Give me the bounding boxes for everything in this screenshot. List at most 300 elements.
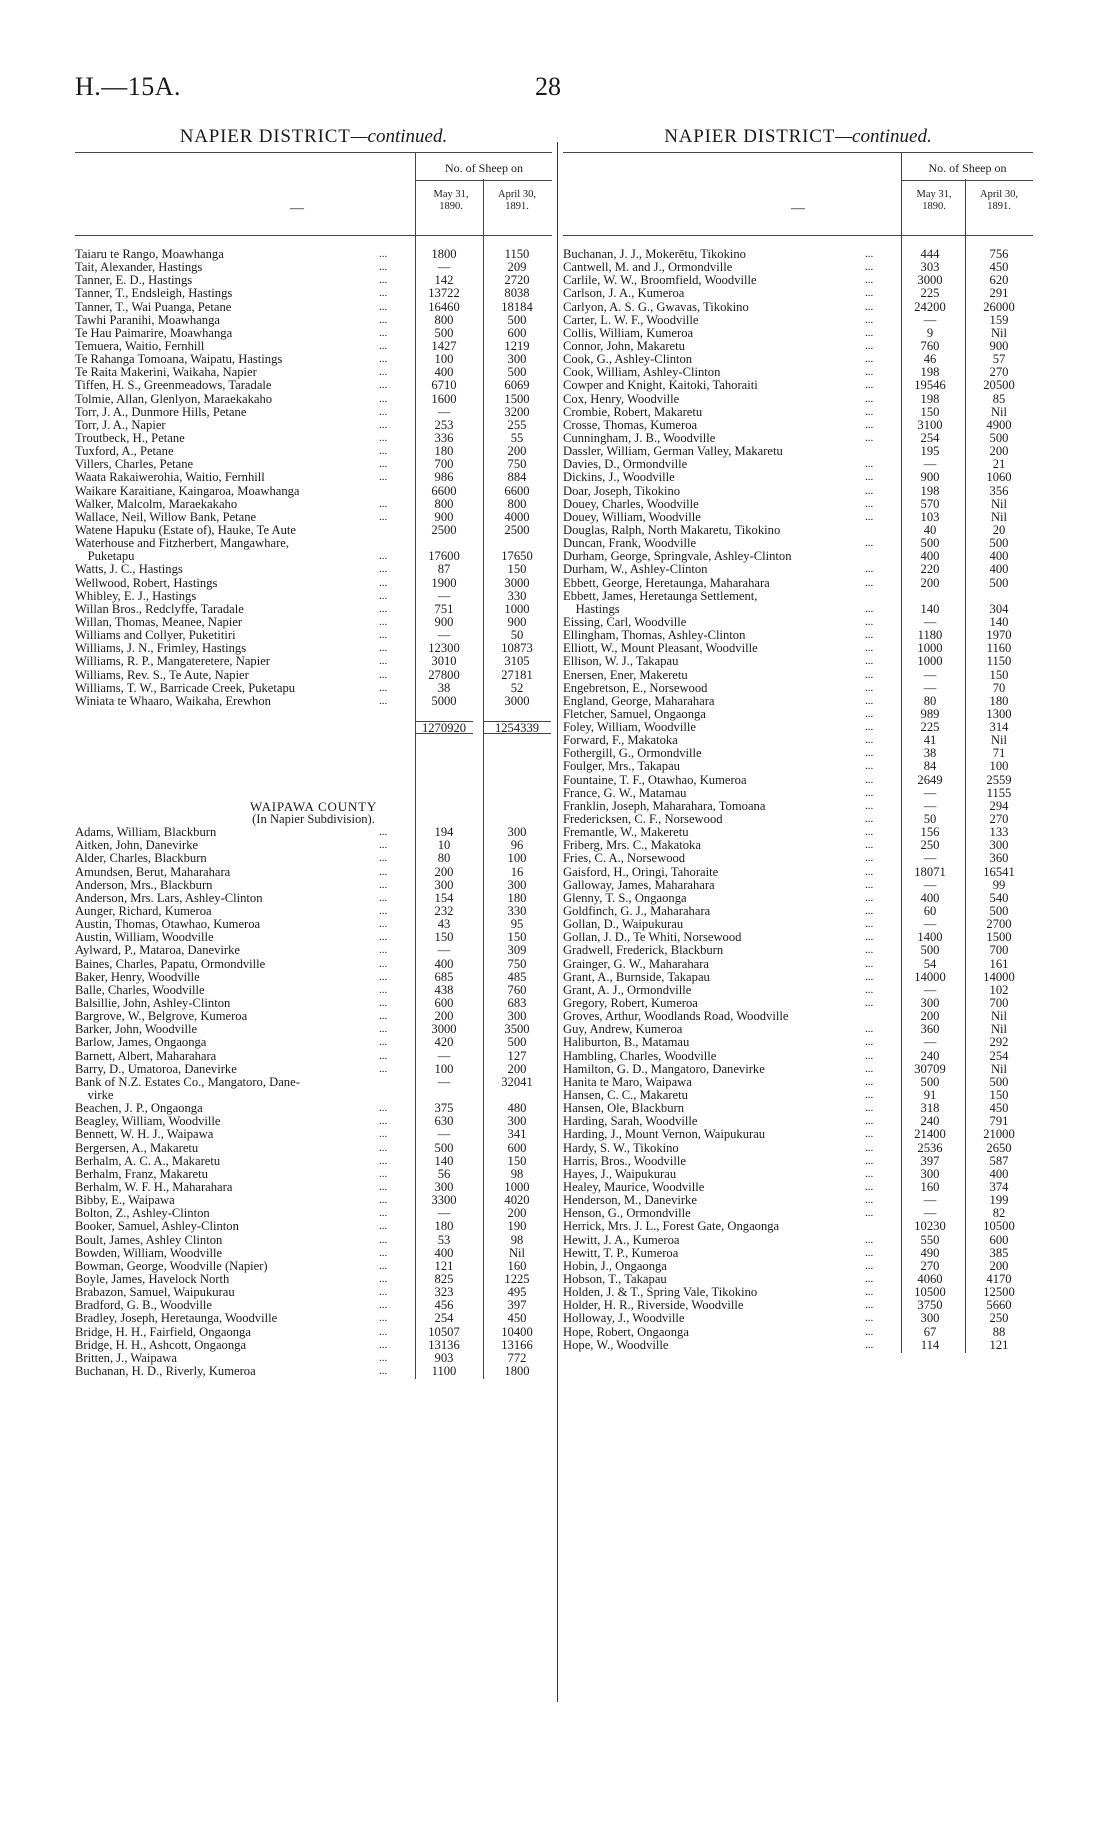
sheep-1891: Nil (508, 1245, 526, 1260)
table-row (563, 879, 1033, 892)
sheep-1891: 1225 (504, 1271, 530, 1286)
leader-dots: ... (379, 576, 388, 589)
table-row (75, 445, 552, 458)
sheep-1890: — (923, 785, 937, 800)
sheep-1891: 200 (989, 444, 1009, 459)
sheep-1890: 1900 (431, 575, 457, 590)
leader-dots: ... (379, 1233, 388, 1246)
sheep-1891: 500 (989, 1074, 1009, 1089)
sheep-1890: 60 (923, 904, 937, 919)
sheep-1890: 140 (434, 1153, 454, 1168)
sheep-1891: 620 (989, 273, 1009, 288)
sheep-1890: 1270920 (415, 721, 473, 734)
sheep-1890: — (437, 1048, 451, 1063)
sheep-1890: 50 (923, 812, 937, 827)
sheep-1891: 330 (507, 904, 527, 919)
sheep-1891: 1254339 (483, 721, 551, 734)
leader-dots (865, 1010, 883, 1023)
sheep-1890: 140 (920, 601, 940, 616)
sheep-1891: 88 (992, 1324, 1006, 1339)
leader-dots: ... (379, 497, 388, 510)
sheep-1891: 4170 (986, 1271, 1012, 1286)
sheep-1890: 27800 (428, 667, 460, 682)
owner-name: Tait, Alexander, Hastings (75, 261, 203, 275)
sheep-1890: 900 (920, 470, 940, 485)
sheep-1891: 6600 (504, 483, 530, 498)
table-row (563, 800, 1033, 813)
table-row (563, 393, 1033, 406)
owner-name: Carlile, W. W., Broomfield, Woodville (563, 274, 757, 288)
sheep-1891: 1060 (986, 470, 1012, 485)
owner-name: Williams, Rev. S., Te Aute, Napier (75, 668, 249, 682)
table-row (75, 695, 552, 708)
owner-name: Bradley, Joseph, Heretaunga, Woodville (75, 1312, 278, 1326)
owner-name: Bridge, H. H., Ashcott, Ongaonga (75, 1338, 247, 1352)
sheep-1890: — (923, 982, 937, 997)
sheep-1891: 292 (989, 1035, 1009, 1050)
owner-name: France, G. W., Matamau (563, 786, 687, 800)
sheep-1891: 450 (989, 1101, 1009, 1116)
owner-name: Carlyon, A. S. G., Gwavas, Tikokino (563, 300, 749, 314)
sheep-1891 (483, 734, 551, 747)
leader-dots: ... (865, 734, 874, 747)
sheep-1891 (483, 747, 551, 760)
sheep-1890: 1600 (431, 391, 457, 406)
sheep-1891: 160 (507, 1258, 527, 1273)
sheep-1891: 57 (992, 352, 1006, 367)
sheep-1890: 150 (920, 404, 940, 419)
table-row (563, 432, 1033, 445)
sheep-1890: 986 (434, 470, 454, 485)
table-row (75, 669, 552, 682)
table-row (563, 537, 1033, 550)
owner-name: Durham, George, Springvale, Ashley-Clinton (563, 550, 792, 564)
leader-dots: ... (379, 944, 388, 957)
sheep-1890: 2500 (431, 522, 457, 537)
sheep-1891: 199 (989, 1193, 1009, 1208)
owner-name: Crosse, Thomas, Kumeroa (563, 418, 698, 432)
table-row (563, 485, 1033, 498)
owner-name: Aitken, John, Danevirke (75, 839, 199, 853)
table-row (563, 287, 1033, 300)
sheep-1891: 500 (989, 536, 1009, 551)
column-rule (483, 236, 484, 1379)
sheep-1891: 385 (989, 1245, 1009, 1260)
owner-name: Hanita te Maro, Waipawa (563, 1075, 692, 1089)
sheep-1890: 3100 (917, 417, 943, 432)
table-row (75, 1023, 552, 1036)
sheep-1890: 250 (920, 838, 940, 853)
sheep-1890: 300 (920, 1166, 940, 1181)
sheep-1891: 485 (507, 969, 527, 984)
sheep-1890: 240 (920, 1114, 940, 1129)
leader-dots: ... (379, 602, 388, 615)
leader-dots: ... (379, 1299, 388, 1312)
sheep-1890: 751 (434, 601, 454, 616)
table-row (563, 1260, 1033, 1273)
table-row (563, 958, 1033, 971)
table-row (75, 1299, 552, 1312)
leader-dots: ... (379, 615, 388, 628)
leader-dots: ... (865, 799, 874, 812)
leader-dots: ... (379, 339, 388, 352)
table-row (75, 419, 552, 432)
sheep-1890: 490 (920, 1245, 940, 1260)
owner-name: England, George, Maharahara (563, 694, 715, 708)
owner-name: Amundsen, Berut, Maharahara (75, 865, 231, 879)
table-row (75, 406, 552, 419)
owner-name: Harding, J., Mount Vernon, Waipukurau (563, 1128, 766, 1142)
table-row (563, 1142, 1033, 1155)
leader-dots: ... (865, 261, 874, 274)
leader-dots (865, 445, 883, 458)
sheep-1891: 300 (507, 352, 527, 367)
leader-dots: ... (865, 405, 874, 418)
sheep-1890: 38 (437, 680, 451, 695)
sheep-1890 (415, 774, 473, 787)
sheep-1891: 3500 (504, 1022, 530, 1037)
leader-dots: ... (865, 852, 874, 865)
sheep-1891: 190 (507, 1219, 527, 1234)
leader-dots: ... (379, 1049, 388, 1062)
sheep-1890: 87 (437, 562, 451, 577)
owner-name: Anderson, Mrs. Lars, Ashley-Clinton (75, 891, 263, 905)
sheep-1890: 825 (434, 1271, 454, 1286)
leader-dots: ... (379, 1325, 388, 1338)
leader-dots: ... (379, 1036, 388, 1049)
sheep-1890: 200 (920, 1009, 940, 1024)
sheep-1890: 323 (434, 1285, 454, 1300)
table-row (563, 1220, 1033, 1233)
table-row (563, 419, 1033, 432)
sheep-1890: 198 (920, 391, 940, 406)
table-row (563, 314, 1033, 327)
sheep-1890 (901, 590, 959, 603)
sheep-1890: 5000 (431, 693, 457, 708)
sheep-1891: 300 (507, 825, 527, 840)
sheep-1890: 360 (920, 1022, 940, 1037)
sheep-1890: 397 (920, 1153, 940, 1168)
leader-dots: ... (379, 287, 388, 300)
table-row (75, 642, 552, 655)
leader-dots: ... (865, 339, 874, 352)
sheep-1890: 12300 (428, 641, 460, 656)
table-row (563, 1115, 1033, 1128)
sheep-1891: 683 (507, 996, 527, 1011)
leader-dots: ... (865, 563, 874, 576)
sheep-1890: 80 (437, 851, 451, 866)
header-rule (483, 179, 484, 235)
sheep-1890: 1800 (431, 247, 457, 261)
sheep-1891: 600 (507, 325, 527, 340)
owner-name: Temuera, Waitio, Fernhill (75, 339, 205, 353)
left-no-of-sheep: No. of Sheep on (416, 161, 552, 181)
table-row (75, 1076, 552, 1089)
table-row (75, 511, 552, 524)
leader-dots: ... (379, 891, 388, 904)
sheep-1891: 52 (510, 680, 524, 695)
table-row (75, 248, 552, 261)
sheep-1891: 1155 (986, 785, 1012, 800)
table-row (563, 1023, 1033, 1036)
leader-dots (379, 734, 397, 747)
sheep-1890: — (437, 260, 451, 275)
table-row (75, 1194, 552, 1207)
left-col-may: May 31, 1890. (433, 189, 469, 212)
owner-name: Bradford, G. B., Woodville (75, 1299, 212, 1313)
sheep-1890: 13722 (428, 286, 460, 301)
owner-name: Bergersen, A., Makaretu (75, 1141, 199, 1155)
table-row (563, 563, 1033, 576)
table-row (563, 721, 1033, 734)
leader-dots: ... (379, 852, 388, 865)
sheep-1890: 19546 (914, 378, 946, 393)
table-row (563, 498, 1033, 511)
leader-dots: ... (865, 602, 874, 615)
table-row (563, 248, 1033, 261)
table-row (75, 577, 552, 590)
table-row (75, 879, 552, 892)
table-row (75, 1063, 552, 1076)
sheep-1890: 232 (434, 904, 454, 919)
sheep-1891: 400 (989, 549, 1009, 564)
sheep-1891: 140 (989, 614, 1009, 629)
sheep-1890: 160 (920, 1179, 940, 1194)
sheep-1890: — (923, 851, 937, 866)
sheep-1891: 200 (989, 1258, 1009, 1273)
table-row (563, 734, 1033, 747)
leader-dots: ... (865, 313, 874, 326)
sheep-1891: 330 (507, 588, 527, 603)
sheep-1891: 3000 (504, 693, 530, 708)
leader-dots: ... (865, 826, 874, 839)
table-row (563, 866, 1033, 879)
table-row (75, 1260, 552, 1273)
leader-dots: ... (865, 615, 874, 628)
owner-name: Villers, Charles, Petane (75, 458, 194, 472)
owner-name: Aylward, P., Mataroa, Danevirke (75, 944, 240, 958)
sheep-1891: 98 (510, 1232, 524, 1247)
table-row (563, 774, 1033, 787)
sheep-1890: 41 (923, 733, 937, 748)
table-row (75, 1352, 552, 1365)
sheep-1891: 4020 (504, 1193, 530, 1208)
owner-name: Hewitt, T. P., Kumeroa (563, 1246, 679, 1260)
leader-dots: ... (865, 905, 874, 918)
sheep-1891: 314 (989, 720, 1009, 735)
sheep-1890: 254 (434, 1311, 454, 1326)
sheep-1890: 318 (920, 1101, 940, 1116)
leader-dots: ... (379, 878, 388, 891)
owner-name: Grant, A. J., Ormondville (563, 983, 692, 997)
leader-dots: ... (379, 1272, 388, 1285)
sheep-1891: 450 (989, 260, 1009, 275)
owner-name: Fothergill, G., Ormondville (563, 747, 702, 761)
table-row (563, 682, 1033, 695)
leader-dots: ... (865, 1338, 874, 1351)
sheep-1890: 10 (437, 838, 451, 853)
table-row (563, 813, 1033, 826)
sheep-1891: 600 (989, 1232, 1009, 1247)
table-row (563, 1247, 1033, 1260)
sheep-1891: 2700 (986, 917, 1012, 932)
sheep-1890: 1000 (917, 654, 943, 669)
table-row (563, 274, 1033, 287)
sheep-1890: 400 (920, 549, 940, 564)
sheep-1891: Nil (990, 404, 1008, 419)
leader-dots: ... (865, 839, 874, 852)
table-row (563, 458, 1033, 471)
header-rule (965, 179, 966, 235)
leader-dots: ... (865, 747, 874, 760)
table-row (75, 1050, 552, 1063)
sheep-1890: 6710 (431, 378, 457, 393)
leader-dots: ... (379, 353, 388, 366)
sheep-1891: 450 (507, 1311, 527, 1326)
sheep-1891: 20500 (983, 378, 1015, 393)
table-row (563, 629, 1033, 642)
sheep-1890: 3300 (431, 1193, 457, 1208)
owner-name: Balsillie, John, Ashley-Clinton (75, 997, 231, 1011)
sheep-1890: 9 (926, 325, 934, 340)
owner-name: Willan Bros., Redclyffe, Taradale (75, 602, 244, 616)
owner-name: Watts, J. C., Hastings (75, 563, 183, 577)
sheep-1891: 100 (989, 759, 1009, 774)
sheep-1890: 194 (434, 825, 454, 840)
owner-name: Bowden, William, Woodville (75, 1246, 223, 1260)
sheep-1891: 3105 (504, 654, 530, 669)
table-row (563, 1339, 1033, 1352)
table-row (563, 1181, 1033, 1194)
leader-dots: ... (379, 1128, 388, 1141)
sheep-1891: 2650 (986, 1140, 1012, 1155)
sheep-1890: 500 (920, 536, 940, 551)
owner-name: Tawhi Paranihi, Moawhanga (75, 313, 220, 327)
leader-dots (379, 747, 397, 760)
table-row (563, 406, 1033, 419)
table-row (75, 629, 552, 642)
sheep-1891: 750 (507, 457, 527, 472)
sheep-1891: 500 (989, 904, 1009, 919)
section-heading-text: WAIPAWA COUNTY (249, 798, 378, 814)
right-column (563, 126, 1033, 1352)
owner-name: Torr, J. A., Dunmore Hills, Petane (75, 405, 247, 419)
leader-dots: ... (379, 905, 388, 918)
table-row (75, 1312, 552, 1325)
leader-dots: ... (865, 997, 874, 1010)
leader-dots: ... (379, 563, 388, 576)
sheep-1891: 99 (992, 877, 1006, 892)
leader-dots: ... (379, 1141, 388, 1154)
sheep-1890: — (437, 1127, 451, 1142)
sheep-1890: 225 (920, 720, 940, 735)
sheep-1891: 500 (507, 365, 527, 380)
sheep-1890: — (437, 588, 451, 603)
leader-dots: ... (379, 694, 388, 707)
leader-dots: ... (379, 1312, 388, 1325)
sheep-1891: 95 (510, 917, 524, 932)
leader-dots: ... (379, 471, 388, 484)
table-row (75, 498, 552, 511)
table-row (75, 1115, 552, 1128)
sheep-1890 (415, 747, 473, 760)
table-row (563, 550, 1033, 563)
leader-dots: ... (865, 655, 874, 668)
owner-name (75, 747, 379, 760)
leader-dots: ... (865, 326, 874, 339)
table-row (75, 866, 552, 879)
sheep-1890: — (437, 628, 451, 643)
owner-name: Douey, Charles, Woodville (563, 497, 699, 511)
column-rule (965, 236, 966, 1353)
sheep-1890: 225 (920, 286, 940, 301)
sheep-1890: 800 (434, 312, 454, 327)
owner-name: Britten, J., Waipawa (75, 1351, 177, 1365)
owner-name: Cox, Henry, Woodville (563, 392, 680, 406)
owner-name: Bowman, George, Woodville (Napier) (75, 1259, 268, 1273)
owner-name: Galloway, James, Maharahara (563, 878, 715, 892)
sheep-1891: 32041 (501, 1074, 533, 1089)
leader-dots: ... (379, 1062, 388, 1075)
right-no-of-sheep: No. of Sheep on (902, 161, 1033, 181)
leader-dots: ... (865, 681, 874, 694)
table-row (75, 1036, 552, 1049)
sheep-1891: 2720 (504, 273, 530, 288)
table-row (563, 747, 1033, 760)
owner-name: Willan, Thomas, Meanee, Napier (75, 615, 243, 629)
table-row (75, 1326, 552, 1339)
sheep-1891: Nil (990, 496, 1008, 511)
sheep-1891: Nil (990, 509, 1008, 524)
table-row (563, 997, 1033, 1010)
sheep-1890: 43 (437, 917, 451, 932)
leader-dots: ... (865, 1036, 874, 1049)
owner-name: virke (75, 1089, 114, 1102)
sheep-1891 (483, 708, 551, 721)
sheep-1890: 303 (920, 260, 940, 275)
leader-dots: ... (379, 1259, 388, 1272)
sheep-1891: 96 (510, 838, 524, 853)
owner-name: Williams, R. P., Mangateretere, Napier (75, 655, 270, 669)
table-row (75, 353, 552, 366)
sheep-1891: 100 (507, 851, 527, 866)
leader-dots: ... (379, 274, 388, 287)
leader-dots: ... (379, 1102, 388, 1115)
owner-name: Torr, J. A., Napier (75, 418, 166, 432)
sheep-1891: 161 (989, 956, 1009, 971)
table-row (563, 366, 1033, 379)
table-row (563, 1036, 1033, 1049)
sheep-1890: 630 (434, 1114, 454, 1129)
right-name-header: — (791, 201, 805, 216)
leader-dots: ... (865, 458, 874, 471)
sheep-1890: 6600 (431, 483, 457, 498)
table-row (563, 511, 1033, 524)
owner-name: Gradwell, Frederick, Blackburn (563, 944, 724, 958)
leader-dots: ... (865, 957, 874, 970)
sheep-1891: 70 (992, 680, 1006, 695)
owner-name: Tuxford, A., Petane (75, 445, 174, 459)
leader-dots: ... (865, 1194, 874, 1207)
sheep-1890: 17600 (428, 549, 460, 564)
table-row (75, 655, 552, 668)
leader-dots: ... (865, 1167, 874, 1180)
owner-name: Gollan, D., Waipukurau (563, 918, 684, 932)
owner-name: Te Raita Makerini, Waikaha, Napier (75, 366, 257, 380)
sheep-1890: 270 (920, 1258, 940, 1273)
sheep-1890: 900 (434, 509, 454, 524)
owner-name: Bank of N.Z. Estates Co., Mangatoro, Dane- (75, 1075, 300, 1089)
